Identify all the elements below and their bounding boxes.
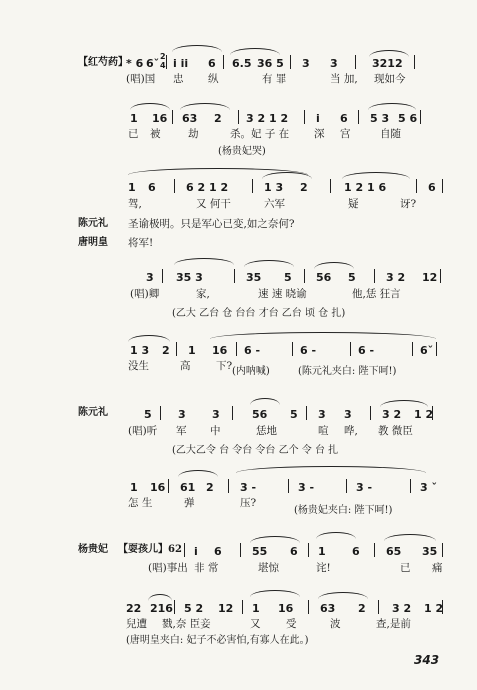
note: 3 - xyxy=(240,481,257,494)
note: 5 xyxy=(348,271,356,284)
note: 12 xyxy=(422,271,438,284)
lyric: 诧! xyxy=(316,562,331,574)
lyric: 压? xyxy=(240,497,257,509)
note: 2 xyxy=(358,602,366,615)
stage-direction: (唐明皇夹白: 妃子不必害怕,有寡人在此。) xyxy=(126,635,309,646)
note: 3 - xyxy=(298,481,315,494)
lyric: 忠 xyxy=(173,73,184,85)
lyric: 查,是前 xyxy=(376,618,411,630)
note: 6 - xyxy=(358,344,375,357)
note: 216 xyxy=(150,602,173,615)
note: 6 xyxy=(428,181,436,194)
note: 3 xyxy=(344,408,352,421)
lyric: 疑 xyxy=(348,198,359,210)
lyric: 教 微臣 xyxy=(378,425,413,437)
lyric: 已 xyxy=(128,128,139,140)
note: 3 2 xyxy=(392,602,412,615)
note: 63 xyxy=(320,602,336,615)
note: 1 2 xyxy=(414,408,434,421)
lyric: 非 常 xyxy=(194,562,219,574)
lyric: 下? xyxy=(216,360,233,372)
note: 6 xyxy=(352,545,360,558)
lyric: 哗, xyxy=(344,425,358,437)
percussion: (乙大 乙台 仓 台台 才台 乙台 顷 仓 扎) xyxy=(172,308,346,319)
lyric: 波 xyxy=(330,618,341,630)
lyric: (唱)国 xyxy=(126,73,156,85)
lyric: 堪惊 xyxy=(258,562,279,574)
note: 3 xyxy=(330,57,338,70)
note: 1 3 xyxy=(264,181,284,194)
lyric: 又 xyxy=(250,618,261,630)
lyric: 深 xyxy=(314,128,325,140)
lyric: 军 xyxy=(176,425,187,437)
stage-direction: (内呐喊) xyxy=(232,366,270,377)
note: 2 xyxy=(206,481,214,494)
note: 1 2 xyxy=(424,602,444,615)
lyric: 讶? xyxy=(400,198,417,210)
lyric: 有 罪 xyxy=(262,73,287,85)
note: 6 xyxy=(290,545,298,558)
note: 1 xyxy=(130,481,138,494)
note: 35 3 xyxy=(176,271,203,284)
qupai-label: 【耍孩儿】62 xyxy=(118,544,182,555)
note: 65 xyxy=(386,545,402,558)
note: 5 2 xyxy=(184,602,204,615)
lyric: (唱)卿 xyxy=(130,288,160,300)
note: 3212 xyxy=(372,57,403,70)
speaker: 陈元礼 xyxy=(78,218,108,229)
lyric: 驾, xyxy=(128,198,142,210)
lyric: (唱)听 xyxy=(128,425,158,437)
lyric: 家, xyxy=(196,288,210,300)
note: 1 xyxy=(252,602,260,615)
lyric: 喧 xyxy=(318,425,329,437)
note: 36 5 xyxy=(257,57,284,70)
lyric: 宫 xyxy=(340,128,351,140)
note: 56 xyxy=(252,408,268,421)
stage-direction: (陈元礼夹白: 陛下呵!) xyxy=(298,366,397,377)
note: 12 xyxy=(218,602,234,615)
lyric: 他,恁 狂言 xyxy=(352,288,401,300)
note: 3 2 xyxy=(382,408,402,421)
lyric: 没生 xyxy=(128,360,149,372)
note: i ii xyxy=(173,57,189,70)
note: 6 - xyxy=(244,344,261,357)
note: 3 xyxy=(178,408,186,421)
note: 35 xyxy=(246,271,262,284)
lyric: 杀。妃 子 在 xyxy=(230,128,290,140)
percussion: (乙大乙令 台 令台 令台 乙个 令 台 扎 xyxy=(172,445,339,456)
lyric: 弹 xyxy=(184,497,195,509)
note: 1 xyxy=(128,181,136,194)
note: 6ˇ xyxy=(420,344,434,357)
lyric: 恁地 xyxy=(256,425,277,437)
lyric: 六军 xyxy=(264,198,285,210)
note: 6.5 xyxy=(232,57,252,70)
page-number: 343 xyxy=(414,653,440,667)
note: 56 xyxy=(316,271,332,284)
lyric: 自随 xyxy=(380,128,401,140)
note: 61 xyxy=(180,481,196,494)
note: 3 2 xyxy=(386,271,406,284)
lyric: 现如今 xyxy=(374,73,406,85)
note: 6 - xyxy=(300,344,317,357)
note: 6ˇ xyxy=(146,57,160,70)
note: 6 xyxy=(214,545,222,558)
note: 3 xyxy=(212,408,220,421)
note: 1 3 xyxy=(130,344,150,357)
note: 5 xyxy=(290,408,298,421)
speaker: 唐明皇 xyxy=(78,237,108,248)
note: 1 xyxy=(318,545,326,558)
note: i xyxy=(194,545,198,558)
note: 6 xyxy=(208,57,216,70)
note: 2 xyxy=(300,181,308,194)
note: 3 - xyxy=(356,481,373,494)
note: i xyxy=(316,112,320,125)
note: 3 xyxy=(318,408,326,421)
lyric: 戮,奈 臣妾 xyxy=(162,618,211,630)
lyric: 已 xyxy=(400,562,411,574)
note: 3 xyxy=(146,271,154,284)
lyric: 纵 xyxy=(208,73,219,85)
note: 16 xyxy=(212,344,228,357)
note: 16 xyxy=(278,602,294,615)
note: 5 xyxy=(284,271,292,284)
speaker: 陈元礼 xyxy=(78,407,108,418)
note: 16 xyxy=(152,112,168,125)
stage-direction: (杨贵妃哭) xyxy=(218,146,266,157)
speech: 圣谕极明。只是军心已变,如之奈何? xyxy=(128,218,295,230)
lyric: 兒遭 xyxy=(126,618,147,630)
note: 5 xyxy=(144,408,152,421)
lyric: 怎 生 xyxy=(128,497,153,509)
note: 2 xyxy=(214,112,222,125)
stage-direction: (杨贵妃夹白: 陛下呵!) xyxy=(294,505,393,516)
note: 1 xyxy=(188,344,196,357)
note: 6 xyxy=(340,112,348,125)
lyric: 被 xyxy=(150,128,161,140)
note: 6 xyxy=(148,181,156,194)
note: 3 ˇ xyxy=(420,481,437,494)
lyric: (唱)事出 xyxy=(148,562,188,574)
lyric: 中 xyxy=(210,425,221,437)
note: 3 xyxy=(302,57,310,70)
note: 1 xyxy=(130,112,138,125)
lyric: 速 速 晓谕 xyxy=(258,288,307,300)
note: 3 2 1 2 xyxy=(246,112,289,125)
speaker: 杨贵妃 xyxy=(78,544,108,555)
lyric: 受 xyxy=(286,618,297,630)
lyric: 当 加, xyxy=(330,73,358,85)
lyric: 又 何干 xyxy=(196,198,231,210)
speech: 将军! xyxy=(128,237,154,249)
note: 22 xyxy=(126,602,142,615)
note: 1 2 1 6 xyxy=(344,181,387,194)
lyric: 劫 xyxy=(188,128,199,140)
note: 2 xyxy=(162,344,170,357)
qupai-label: 【红芍药】 xyxy=(78,57,128,68)
note: 6 2 1 2 xyxy=(186,181,229,194)
note: * 6 xyxy=(126,57,144,70)
note: 63 xyxy=(182,112,198,125)
lyric: 痛 xyxy=(432,562,443,574)
note: 55 xyxy=(252,545,268,558)
note: 5 6 xyxy=(398,112,418,125)
lyric: 高 xyxy=(180,360,191,372)
note: 16 xyxy=(150,481,166,494)
time-signature: 2 4 xyxy=(160,52,166,70)
note: 35 xyxy=(422,545,438,558)
note: 5 3 xyxy=(370,112,390,125)
